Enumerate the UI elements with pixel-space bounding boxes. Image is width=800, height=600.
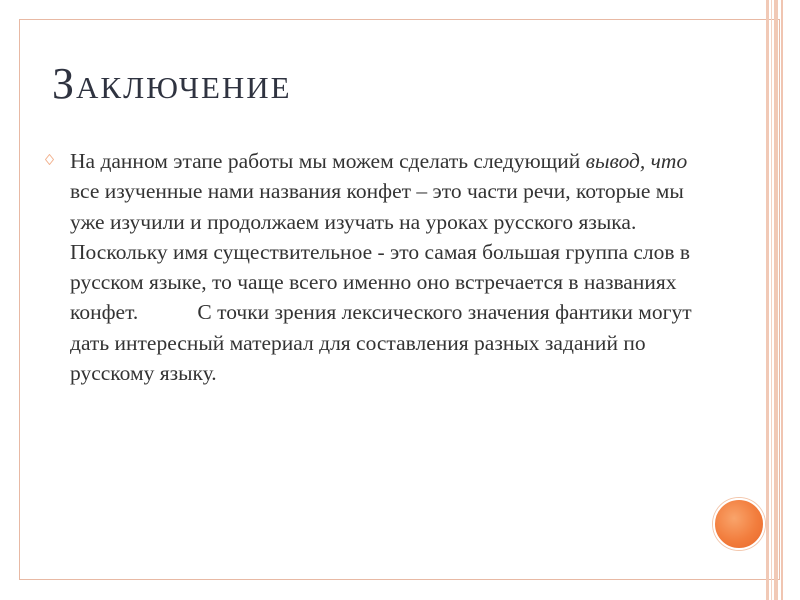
paragraph-italic-text: вывод, что <box>585 149 688 173</box>
orange-circle-ornament <box>713 498 765 550</box>
diamond-outline-icon <box>45 154 54 165</box>
bullet-paragraph <box>70 146 715 388</box>
slide-title: Заключение <box>52 59 292 108</box>
decorative-stripe <box>774 0 778 600</box>
decorative-stripe <box>781 0 783 600</box>
paragraph-text-part2: все изученные нами названия конфет – это части речи, которые мы уже изучили и продолжаем изучать на уроках русского языка. Поскольку имя существительное - это самая большая группа слов в русском языке, то чаще всего именно оно встречается в названиях конфет. С точки зрения лексического значения фантики могут дать интересный материал для составления разных заданий по русскому языку. <box>70 149 697 386</box>
decorative-stripe <box>771 0 772 600</box>
decorative-stripe <box>766 0 769 600</box>
paragraph-text-part1: На данном этапе работы мы можем сделать следующий <box>70 149 586 173</box>
